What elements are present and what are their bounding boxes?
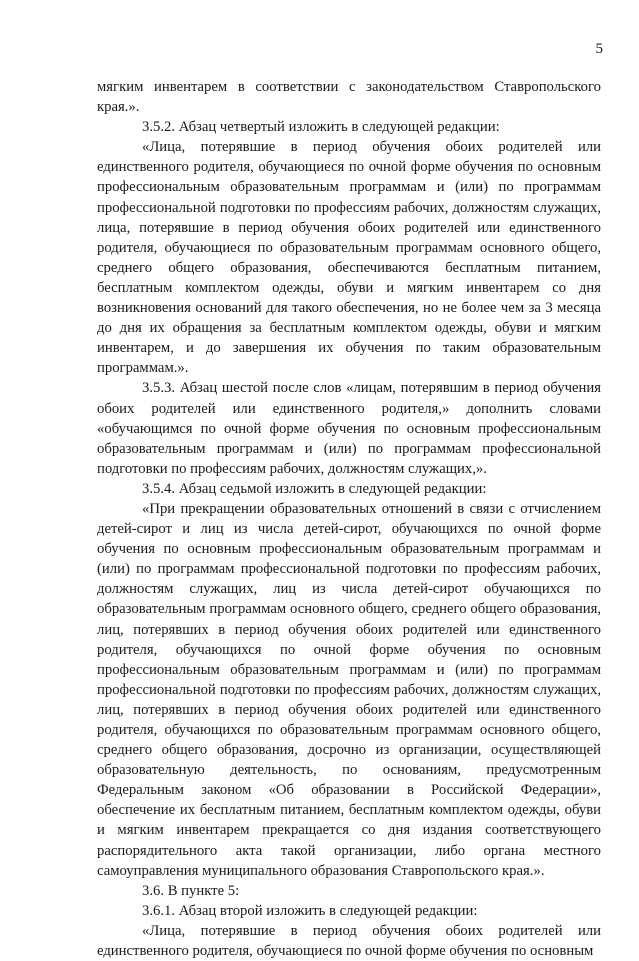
paragraph-3-5-3: 3.5.3. Абзац шестой после слов «лицам, потерявшим в период обучения обоих родителей или единственного родителя,» дополнить словами «обучающимся по очной форме обучения по основным профессиональным образовательным программам и (или) по программам профессиональной подготовки по профессиям рабочих, должностям служащих,». xyxy=(97,380,601,477)
paragraph-3-6-heading: 3.6. В пункте 5: xyxy=(142,882,240,899)
page-number: 5 xyxy=(595,41,603,57)
paragraph-3-5-2-heading: 3.5.2. Абзац четвертый изложить в следующей редакции: xyxy=(142,119,500,136)
paragraph-3-6-1-heading: 3.6.1. Абзац второй изложить в следующей редакции: xyxy=(142,902,478,919)
paragraph-3-5-4-heading: 3.5.4. Абзац седьмой изложить в следующей редакции: xyxy=(142,480,487,497)
paragraph-continuation: мягким инвентарем в соответствии с законодательством Ставропольского края.». xyxy=(97,79,601,116)
document-body xyxy=(97,77,601,961)
paragraph-3-6-1-body: «Лица, потерявшие в период обучения обоих родителей или единственного родителя, обучающиеся по очной форме обучения по основным xyxy=(97,922,601,960)
paragraph-3-5-2-body: «Лица, потерявшие в период обучения обоих родителей или единственного родителя, обучающиеся по очной форме обучения по основным профессиональным образовательным программам и (или) по программам профессиональной подготовки по профессиям рабочих, должностям служащих, лица, потерявшие в период обучения обоих родителей или единственного родителя, обучающиеся по образовательным программам основного общего, среднего общего образования, обеспечиваются бесплатным питанием, бесплатным комплектом одежды, обуви и мягким инвентарем со дня возникновения оснований для такого обеспечения, но не более чем за 3 месяца до дня их обращения за бесплатным комплектом одежды, обуви и мягким инвентарем, и до завершения их обучения по таким образовательным программам.». xyxy=(97,139,601,377)
paragraph-3-5-4-body: «При прекращении образовательных отношений в связи с отчислением детей-сирот и лиц из числа детей-сирот, обучающихся по очной форме обучения по основным профессиональным образовательным программам и (или) по программам профессиональной подготовки по профессиям рабочих, должностям служащих, лиц из числа детей-сирот обучающихся по образовательным программам основного общего, среднего общего образования, лиц, потерявших в период обучения обоих родителей или единственного родителя, обучающихся по очной форме обучения по основным профессиональным образовательным программам и (или) по программам профессиональной подготовки по профессиям рабочих, должностям служащих, лиц, потерявших в период обучения обоих родителей или единственного родителя, обучающихся по образовательным программам основного общего, среднего общего образования, досрочно из организации, осуществляющей образовательную деятельность, по основаниям, предусмотренным Федеральным законом «Об образовании в Российской Федерации», обеспечение их бесплатным питанием, бесплатным комплектом одежды, обуви и мягким инвентарем прекращается со дня издания соответствующего распорядительного акта такой организации, либо органа местного самоуправления муниципального образования Ставропольского края.». xyxy=(97,500,601,879)
